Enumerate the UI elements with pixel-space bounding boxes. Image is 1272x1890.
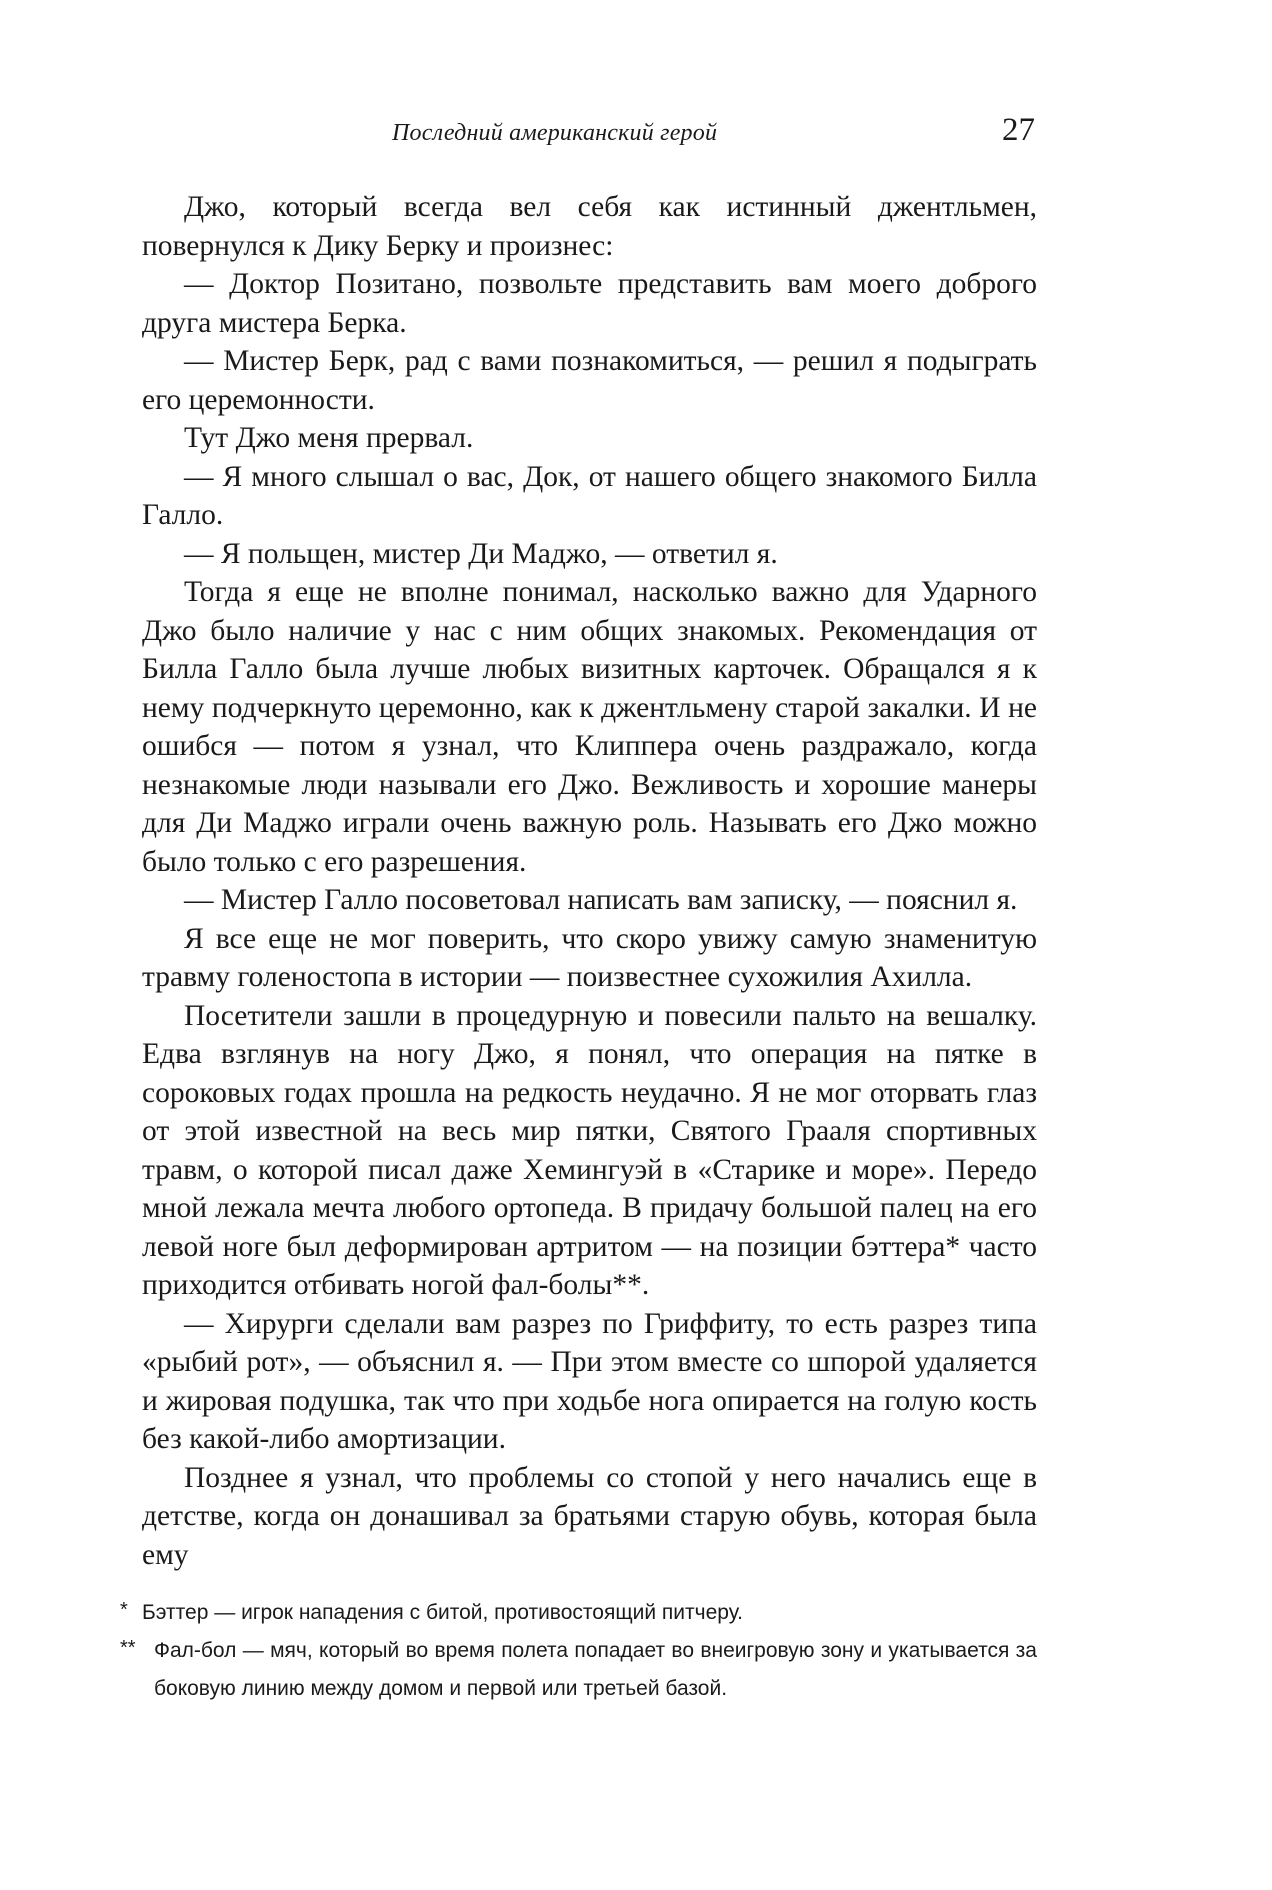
paragraph: — Я много слышал о вас, Док, от нашего общего знакомого Билла Галло.: [142, 460, 1037, 531]
paragraph: — Доктор Позитано, позвольте представить вам моего доброго друга мистера Берка.: [142, 268, 1037, 339]
footnote-text: Бэттер — игрок нападения с битой, противостоящий питчеру.: [142, 1601, 743, 1624]
paragraph: Я все еще не мог поверить, что скоро увижу самую знаменитую травму голеностопа в истории — поизвестнее сухожилия Ахилла.: [142, 922, 1037, 993]
footnote: [120, 1632, 1037, 1708]
footnote: [120, 1594, 1037, 1632]
paragraph: Джо, который всегда вел себя как истинный джентльмен, повернулся к Дику Берку и произнес:: [142, 191, 1037, 262]
paragraph: Посетители зашли в процедурную и повесили пальто на вешалку. Едва взглянув на ногу Джо, я понял, что операция на пятке в сороковых годах прошла на редкость неудачно. Я не мог оторвать глаз от этой известной на весь мир пятки, Святого Грааля спортивных травм, о которой писал даже Хемингуэй в «Старике и море». Передо мной лежала мечта любого ортопеда. В придачу большой палец на его левой ноге был деформирован артритом — на позиции бэттера* часто приходится отбивать ногой фал-болы**.: [142, 999, 1037, 1301]
page-number: 27: [1002, 112, 1035, 148]
paragraph: — Хирурги сделали вам разрез по Гриффиту, то есть разрез типа «рыбий рот», — объяснил я. — При этом вместе со шпорой удаляется и жировая подушка, так что при ходьбе нога опирается на голую кость без какой-либо амортизации.: [142, 1307, 1037, 1455]
footnote-mark: **: [120, 1637, 136, 1659]
footnote-mark: *: [120, 1599, 128, 1621]
paragraph: — Мистер Берк, рад с вами познакомиться, — решил я подыграть его церемонности.: [142, 345, 1037, 416]
paragraph: — Мистер Галло посоветовал написать вам записку, — пояснил я.: [184, 884, 1018, 916]
paragraph: — Я польщен, мистер Ди Маджо, — ответил я.: [184, 537, 778, 570]
paragraph: Тут Джо меня прервал.: [184, 422, 474, 454]
paragraph: Позднее я узнал, что проблемы со стопой у него начались еще в детстве, когда он донашивал за братьями старую обувь, которая была ему: [142, 1461, 1037, 1571]
footnotes: [120, 1594, 1037, 1708]
running-title: Последний американский герой: [392, 120, 718, 146]
footnote-text: Фал-бол — мяч, который во время полета попадает во внеигровую зону и укатывается за боковую линию между домом и первой или третьей базой.: [154, 1639, 1037, 1700]
paragraph: Тогда я еще не вполне понимал, насколько важно для Ударного Джо было наличие у нас с ним общих знакомых. Рекомендация от Билла Галло была лучше любых визитных карточек. Обращался я к нему подчеркнуто церемонно, как к джентльмену старой закалки. И не ошибся — потом я узнал, что Клиппера очень раздражало, когда незнакомые люди называли его Джо. Вежливость и хорошие манеры для Ди Маджо играли очень важную роль. Называть его Джо можно было только с его разрешения.: [142, 576, 1037, 878]
body-text: [142, 188, 1037, 1574]
